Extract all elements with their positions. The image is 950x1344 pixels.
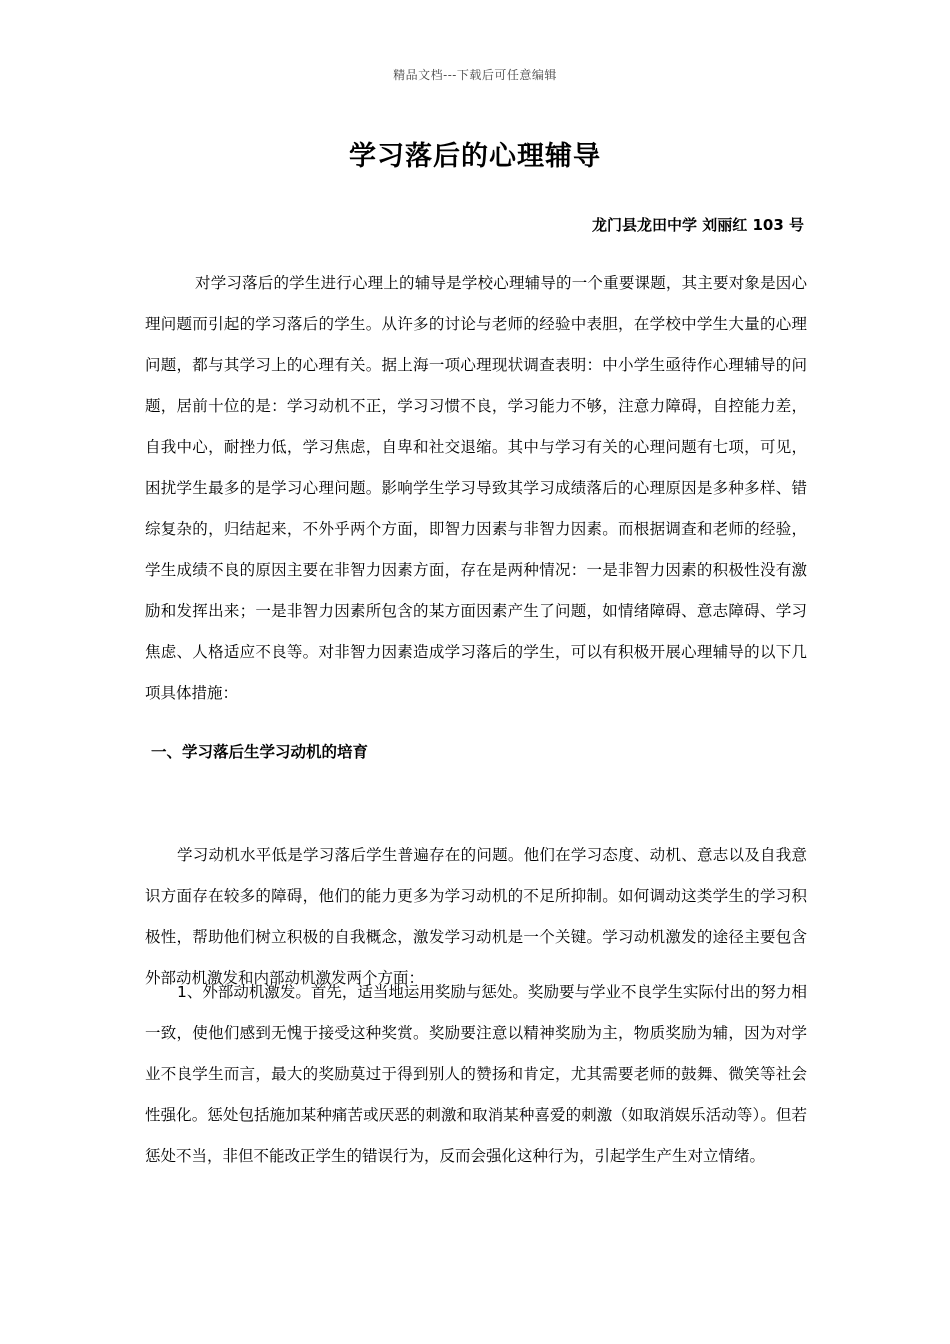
author-line: 龙门县龙田中学 刘丽红 103 号 [592, 216, 804, 234]
external-motivation-paragraph: 1、外部动机激发。首先，适当地运用奖励与惩处。奖励要与学业不良学生实际付出的努力相一致，使他们感到无愧于接受这种奖赏。奖励要注意以精神奖励为主，物质奖励为辅，因为对学业不良学生而言，最大的奖励莫过于得到别人的赞扬和肯定，尤其需要老师的鼓舞、微笑等社会性强化。惩处包括施加某种痛苦或厌恶的刺激和取消某种喜爱的刺激（如取消娱乐活动等）。但若惩处不当，非但不能改正学生的错误行为，反而会强化这种行为，引起学生产生对立情绪。 [145, 983, 807, 1165]
motivation-paragraph: 学习动机水平低是学习落后学生普遍存在的问题。他们在学习态度、动机、意志以及自我意识方面存在较多的障碍，他们的能力更多为学习动机的不足所抑制。如何调动这类学生的学习积极性，帮助他们树立积极的自我概念，激发学习动机是一个关键。学习动机激发的途径主要包含外部动机激发和内部动机激发两个方面： [145, 846, 807, 987]
section-heading: 一、学习落后生学习动机的培育 [151, 743, 369, 761]
header-note: 精品文档---下载后可任意编辑 [393, 68, 557, 82]
document-title: 学习落后的心理辅导 [349, 141, 601, 172]
intro-paragraph: 对学习落后的学生进行心理上的辅导是学校心理辅导的一个重要课题，其主要对象是因心理问题而引起的学习落后的学生。从许多的讨论与老师的经验中表胆，在学校中学生大量的心理问题，都与其学习上的心理有关。据上海一项心理现状调查表明：中小学生亟待作心理辅导的问题，居前十位的是：学习动机不正，学习习惯不良，学习能力不够，注意力障碍，自控能力差，自我中心，耐挫力低，学习焦虑，自卑和社交退缩。其中与学习有关的心理问题有七项，可见，困扰学生最多的是学习心理问题。影响学生学习导致其学习成绩落后的心理原因是多种多样、错综复杂的，归结起来，不外乎两个方面，即智力因素与非智力因素。而根据调查和老师的经验，学生成绩不良的原因主要在非智力因素方面，存在是两种情况：一是非智力因素的积极性没有激励和发挥出来；一是非智力因素所包含的某方面因素产生了问题，如情绪障碍、意志障碍、学习焦虑、人格适应不良等。对非智力因素造成学习落后的学生，可以有积极开展心理辅导的以下几项具体措施： [145, 274, 807, 702]
